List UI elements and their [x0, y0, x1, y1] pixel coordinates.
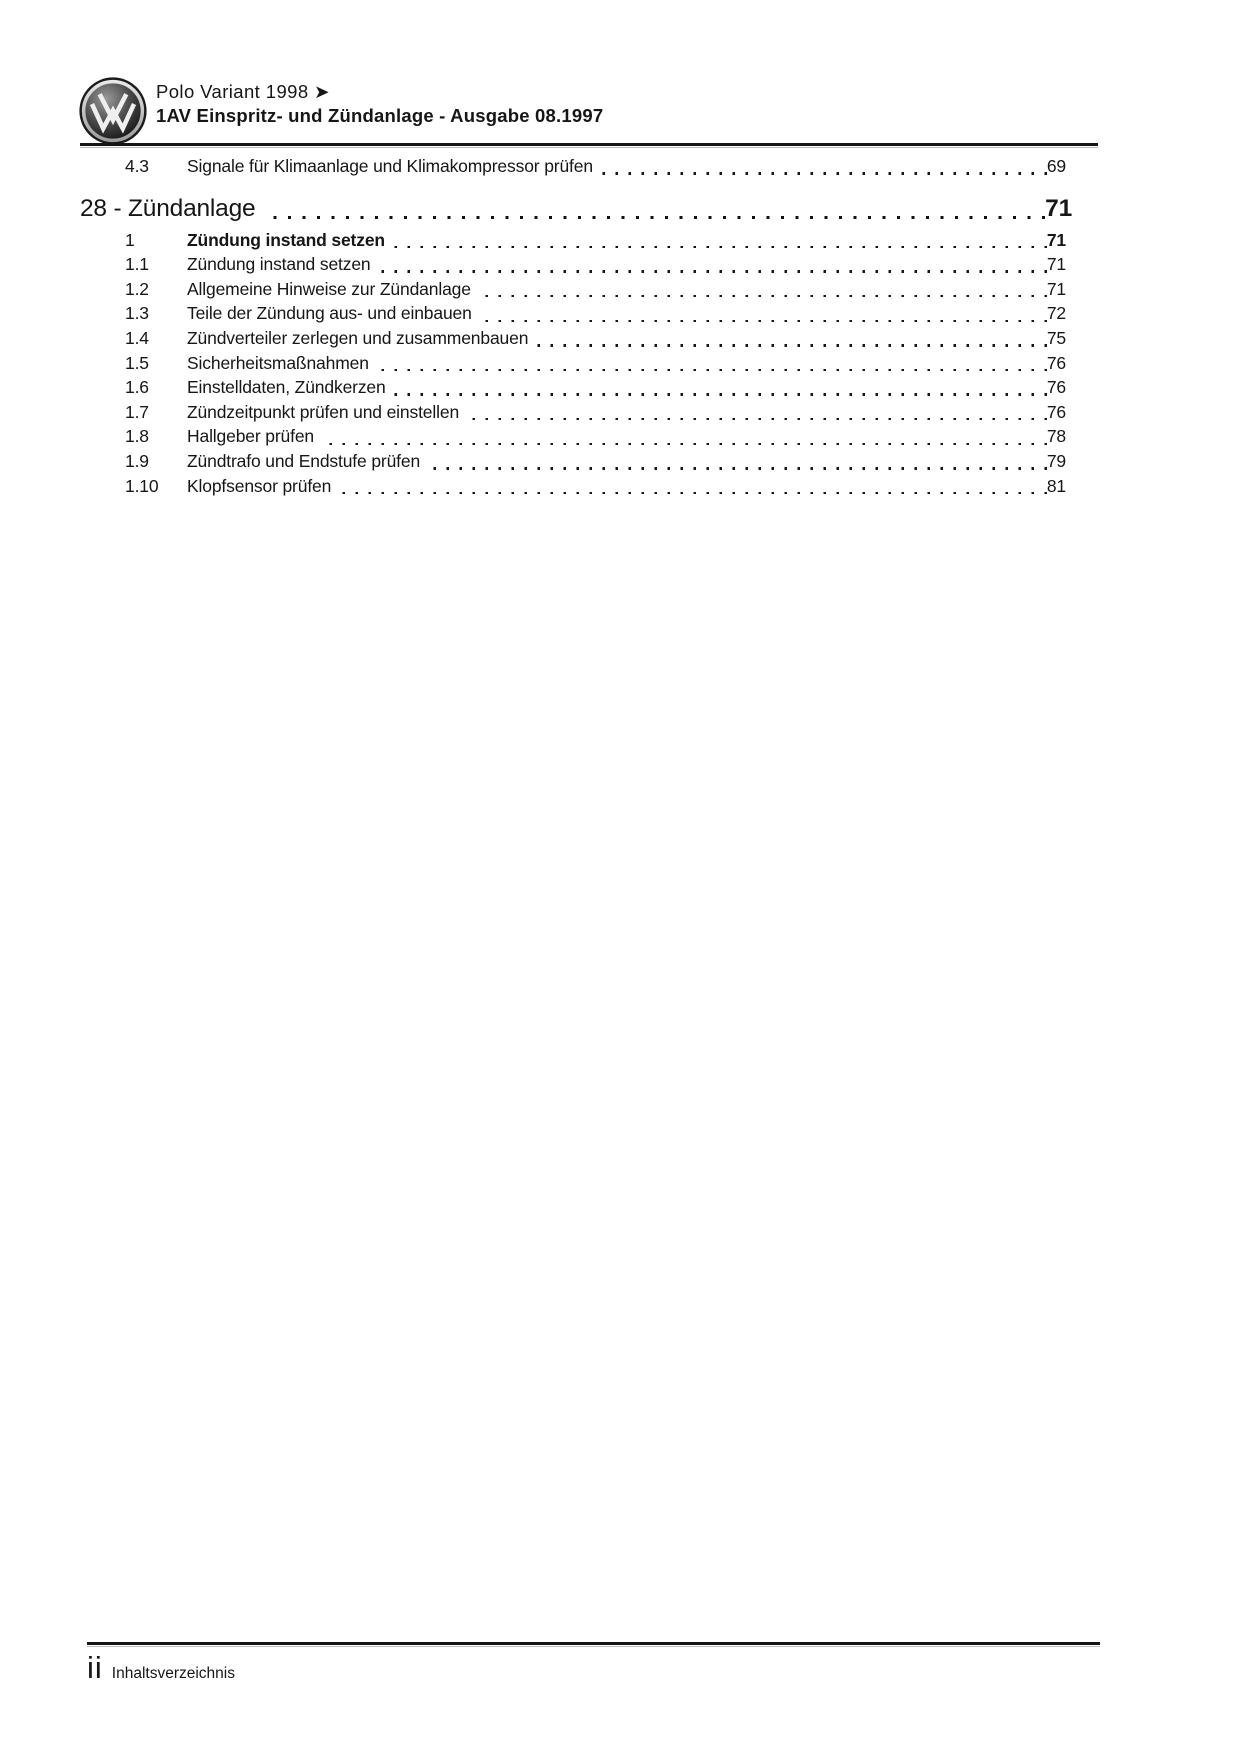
toc-entry-page: 76 [1046, 352, 1066, 373]
toc-chapter-title: 28 - Zündanlage [80, 194, 256, 222]
dot-leader [427, 467, 1047, 469]
header-model-line: Polo Variant 1998 ➤ [156, 81, 330, 102]
vw-logo-icon [78, 76, 148, 146]
toc-row [80, 424, 1100, 449]
toc-entry-title: Hallgeber prüfen [187, 426, 314, 447]
toc-entry-page: 72 [1046, 303, 1066, 324]
toc-entry-page: 71 [1046, 254, 1066, 275]
dot-leader [378, 270, 1047, 272]
toc-entry-number: 4.3 [125, 156, 149, 176]
toc-entry-page: 71 [1046, 229, 1066, 250]
toc-entry-number: 1.7 [125, 401, 149, 422]
toc-row [80, 400, 1100, 425]
header-text [156, 76, 603, 146]
table-of-contents [80, 154, 1100, 498]
toc-entry-page: 71 [1046, 278, 1066, 299]
toc-entry-number: 1.1 [125, 254, 149, 275]
toc-entry-title: Zündung instand setzen [187, 229, 385, 250]
toc-entry-number: 1.4 [125, 327, 149, 348]
toc-entry-page: 69 [1046, 156, 1066, 176]
toc-entry-number: 1.5 [125, 352, 149, 373]
dot-leader [263, 216, 1045, 219]
toc-entry-title: Zündverteiler zerlegen und zusammenbauen [187, 327, 529, 348]
toc-row [80, 301, 1100, 326]
toc-entry-page: 81 [1046, 475, 1066, 496]
toc-entry-page: 76 [1046, 377, 1066, 398]
toc-row [80, 154, 1100, 179]
toc-entry-title: Signale für Klimaanlage und Klimakompressor prüfen [187, 156, 593, 176]
toc-entry-title: Einstelldaten, Zündkerzen [187, 377, 386, 398]
toc-row [80, 252, 1100, 277]
dot-leader [535, 344, 1047, 346]
toc-entry-number: 1.8 [125, 426, 149, 447]
toc-entry-page: 79 [1046, 450, 1066, 471]
toc-row [80, 375, 1100, 400]
toc-entry-page: 78 [1046, 426, 1066, 447]
toc-entry-title: Sicherheitsmaßnahmen [187, 352, 369, 373]
toc-entry-number: 1.3 [125, 303, 149, 324]
dot-leader [392, 246, 1047, 248]
toc-entry-number: 1.6 [125, 377, 149, 398]
dot-leader [338, 492, 1047, 494]
toc-entry-number: 1 [125, 229, 135, 250]
toc-entry-title: Klopfsensor prüfen [187, 475, 332, 496]
toc-row [80, 351, 1100, 376]
toc-entry-title: Zündung instand setzen [187, 254, 371, 275]
toc-entry-number: 1.10 [125, 475, 159, 496]
toc-entry-page: 75 [1046, 327, 1066, 348]
footer-divider [87, 1642, 1100, 1645]
toc-entry-title: Allgemeine Hinweise zur Zündanlage [187, 278, 471, 299]
page-header [78, 76, 603, 146]
header-divider [80, 143, 1098, 146]
page-footer [87, 1650, 235, 1686]
toc-row [80, 326, 1100, 351]
dot-leader [376, 369, 1047, 371]
toc-row [80, 474, 1100, 499]
toc-row [80, 277, 1100, 302]
toc-entry-title: Zündtrafo und Endstufe prüfen [187, 450, 421, 471]
dot-leader [393, 393, 1047, 395]
dot-leader [478, 295, 1047, 297]
toc-entry-page: 76 [1046, 401, 1066, 422]
toc-row [80, 449, 1100, 474]
footer-page-number: ii [87, 1650, 103, 1685]
dot-leader [321, 443, 1047, 445]
toc-row [80, 228, 1100, 253]
dot-leader [466, 418, 1047, 420]
toc-entry-number: 1.2 [125, 278, 149, 299]
dot-leader [479, 320, 1047, 322]
toc-chapter-page: 71 [1045, 194, 1072, 222]
toc-entry-title: Zündzeitpunkt prüfen und einstellen [187, 401, 460, 422]
toc-chapter-row [80, 193, 1100, 224]
dot-leader [600, 172, 1047, 174]
toc-entry-title: Teile der Zündung aus- und einbauen [187, 303, 472, 324]
footer-section-label: Inhaltsverzeichnis [111, 1665, 235, 1682]
header-edition-line: 1AV Einspritz- und Zündanlage - Ausgabe 08.1997 [156, 105, 604, 126]
toc-entry-number: 1.9 [125, 450, 149, 471]
